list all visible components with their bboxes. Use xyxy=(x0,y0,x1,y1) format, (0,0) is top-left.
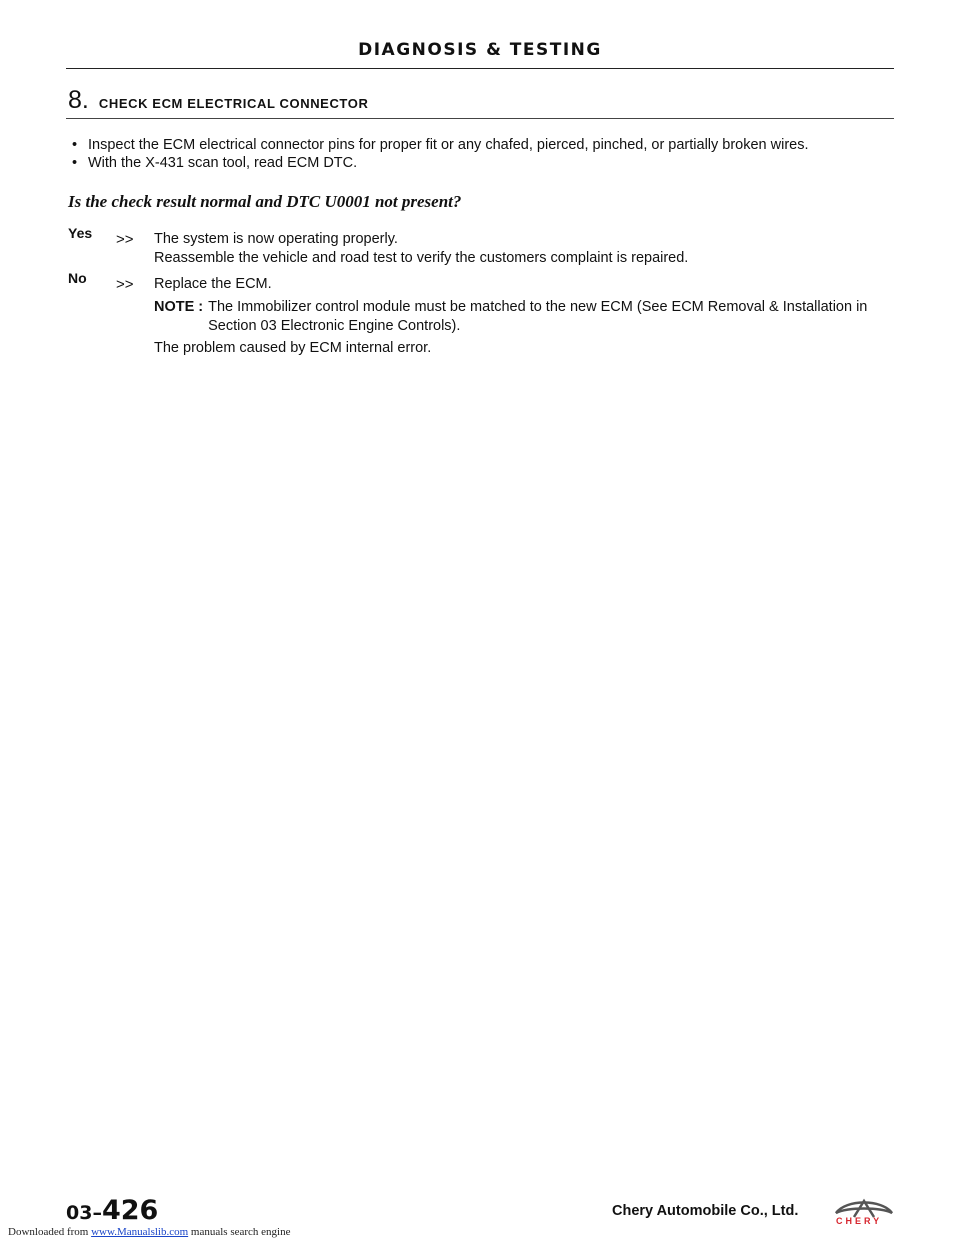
logo-text: CHERY xyxy=(836,1216,883,1226)
answer-text: The problem caused by ECM internal error. xyxy=(154,340,432,356)
answer-text: Replace the ECM. xyxy=(154,276,272,292)
list-item-text: With the X-431 scan tool, read ECM DTC. xyxy=(88,155,358,171)
arrow-icon: >> xyxy=(116,276,134,293)
section-title: DIAGNOSIS & TESTING xyxy=(358,40,602,60)
download-credit xyxy=(8,1226,290,1238)
step-heading xyxy=(68,86,368,115)
manualslib-link[interactable]: www.Manualslib.com xyxy=(91,1226,189,1238)
note xyxy=(154,298,914,336)
check-question: Is the check result normal and DTC U0001 not present? xyxy=(68,192,462,211)
inspection-list xyxy=(72,136,872,172)
header-divider xyxy=(66,68,894,69)
step-divider xyxy=(66,118,894,119)
page-number xyxy=(66,1195,158,1226)
answer-body-no xyxy=(154,275,914,358)
arrow-icon: >> xyxy=(116,231,134,248)
list-item xyxy=(72,136,872,154)
bullet-icon: • xyxy=(72,137,78,153)
answer-body-yes xyxy=(154,230,914,268)
note-text: The Immobilizer control module must be matched to the new ECM (See ECM Removal & Installation in Section 03 Electronic Engine Controls). xyxy=(208,299,868,334)
answer-text: The system is now operating properly. xyxy=(154,231,398,247)
company-name: Chery Automobile Co., Ltd. xyxy=(612,1203,799,1219)
answer-text: Reassemble the vehicle and road test to verify the customers complaint is repaired. xyxy=(154,250,689,266)
bullet-icon: • xyxy=(72,155,78,171)
list-item xyxy=(72,154,872,172)
answer-label-yes: Yes xyxy=(68,225,93,241)
download-suffix: manuals search engine xyxy=(188,1226,291,1238)
step-number: 8. xyxy=(68,86,89,114)
download-prefix: Downloaded from xyxy=(8,1226,92,1238)
step-title: CHECK ECM ELECTRICAL CONNECTOR xyxy=(98,96,369,111)
page-number-value: 426 xyxy=(101,1195,159,1226)
answer-label-no: No xyxy=(68,270,87,286)
page-number-prefix: 03– xyxy=(66,1202,102,1224)
list-item-text: Inspect the ECM electrical connector pins for proper fit or any chafed, pierced, pinched, or partially broken wires. xyxy=(88,137,809,153)
note-label: NOTE : xyxy=(154,299,204,315)
